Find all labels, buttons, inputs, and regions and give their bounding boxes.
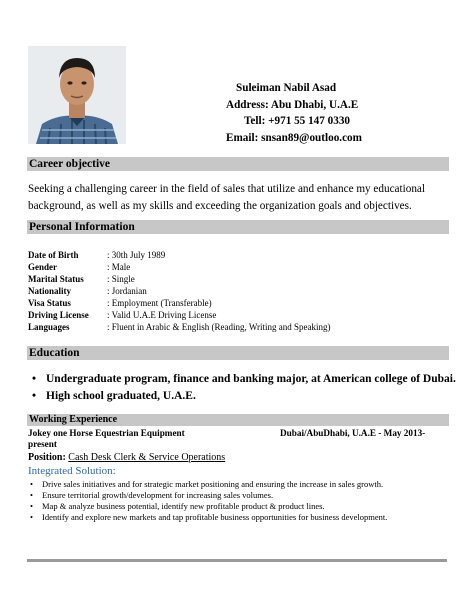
work-experience-heading: Working Experience (27, 414, 449, 426)
career-objective-text: Seeking a challenging career in the field of sales that utilize and enhance my educational background, as well as my skills and exceeding the organization goals and objectives. (28, 183, 425, 212)
info-value: : 30th July 1989 (107, 250, 166, 260)
position-line (28, 452, 225, 463)
info-key: Gender (28, 262, 57, 272)
education-heading: Education (27, 346, 449, 360)
info-value: : Male (107, 262, 131, 272)
info-value: : Valid U.A.E Driving License (107, 310, 217, 320)
info-value: : Fluent in Arabic & English (Reading, Writing and Speaking) (107, 322, 331, 332)
footer-divider (27, 559, 447, 562)
location-dates: Dubai/AbuDhabi, U.A.E - May 2013- (280, 428, 426, 438)
position-label: Position: (28, 452, 66, 463)
career-objective-heading: Career objective (27, 157, 449, 171)
position-title: Cash Desk Clerk & Service Operations (68, 452, 226, 463)
portrait-image (28, 46, 126, 144)
personal-info-heading: Personal Information (27, 220, 449, 234)
integrated-solution-heading: Integrated Solution: (28, 465, 116, 477)
info-key: Driving License (28, 310, 89, 320)
work-bullet: • Drive sales initiatives and for strategic market positioning and ensuring the increase in sales growth. (30, 479, 384, 489)
email: Email: snsan89@outloo.com (226, 131, 362, 144)
profile-photo (28, 46, 126, 144)
education-item-text: Undergraduate program, finance and banking major, at American college of Dubai. (46, 373, 456, 385)
candidate-name: Suleiman Nabil Asad (236, 82, 337, 94)
work-bullet-text: Map & analyze business potential, identify new profitable product & product lines. (42, 501, 325, 511)
info-key: Visa Status (28, 298, 71, 308)
present-label: present (28, 439, 57, 449)
education-item: • Undergraduate program, finance and banking major, at American college of Dubai. (32, 373, 456, 385)
work-bullet: • Identify and explore new markets and tap profitable business opportunities for business development. (30, 512, 388, 522)
info-key: Marital Status (28, 274, 84, 284)
company-name: Jokey one Horse Equestrian Equipment (28, 428, 185, 438)
info-value: : Jordanian (107, 286, 147, 296)
address: Address: Abu Dhabi, U.A.E (226, 98, 359, 111)
phone: Tell: +971 55 147 0330 (244, 115, 351, 127)
info-value: : Single (107, 274, 135, 284)
work-bullet-text: Identify and explore new markets and tap profitable business opportunities for business development. (42, 512, 388, 522)
work-bullet: • Map & analyze business potential, identify new profitable product & product lines. (30, 501, 325, 511)
work-bullet-text: Ensure territorial growth/development for increasing sales volumes. (42, 490, 274, 500)
work-bullet: • Ensure territorial growth/development for increasing sales volumes. (30, 490, 274, 500)
work-bullet-text: Drive sales initiatives and for strategic market positioning and ensuring the increase in sales growth. (42, 479, 384, 489)
contact-block (226, 80, 396, 146)
info-key: Date of Birth (28, 250, 79, 260)
education-item: • High school graduated, U.A.E. (32, 390, 196, 402)
info-key: Nationality (28, 286, 72, 296)
info-value: : Employment (Transferable) (107, 298, 212, 308)
info-key: Languages (28, 322, 70, 332)
education-item-text: High school graduated, U.A.E. (46, 390, 196, 402)
